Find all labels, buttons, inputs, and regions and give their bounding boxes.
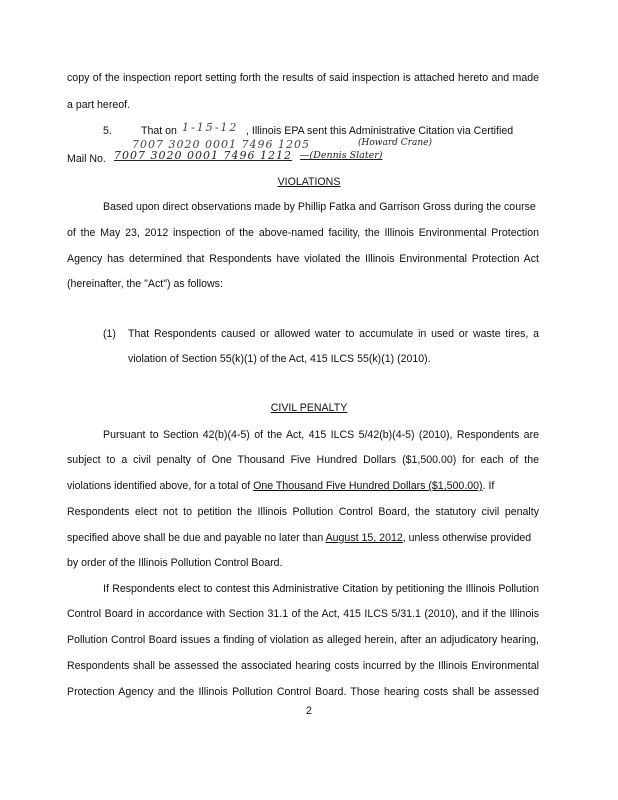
paragraph-line [67, 479, 539, 493]
paragraph-line: Control Board in accordance with Section 31.1 of the Act, 415 ILCS 5/31.1 (2010), and if the Illinois [67, 608, 539, 620]
handwritten-name: —(Dennis Slater) [300, 150, 383, 161]
paragraph-line: copy of the inspection report setting forth the results of said inspection is attached hereto and made [67, 72, 539, 84]
paragraph-line: Respondents elect not to petition the Illinois Pollution Control Board, the statutory civil penalty [67, 506, 539, 518]
civil-penalty-heading: CIVIL PENALTY [270, 402, 348, 414]
paragraph-number: 5. [103, 125, 112, 137]
list-item-number: (1) [103, 328, 116, 340]
paragraph-text: , unless otherwise provided [402, 532, 532, 544]
paragraph-text: That on [141, 125, 177, 137]
paragraph-text: . If [482, 480, 495, 492]
paragraph-line: of the May 23, 2012 inspection of the above-named facility, the Illinois Environmental Protection [67, 227, 539, 239]
paragraph-line: a part hereof. [67, 99, 131, 111]
mail-label: Mail No. [67, 153, 106, 165]
paragraph-text: specified above shall be due and payable no later than [67, 532, 324, 544]
violations-heading: VIOLATIONS [277, 176, 341, 188]
paragraph-line: Agency has determined that Respondents have violated the Illinois Environmental Protection Act [67, 253, 539, 265]
handwritten-mail-number: 7007 3020 0001 7496 1212 [114, 149, 292, 162]
handwritten-mail-number: 7007 3020 0001 7496 1205 [132, 138, 310, 151]
list-item-text: That Respondents caused or allowed water to accumulate in used or waste tires, a [128, 328, 539, 340]
list-item-text: violation of Section 55(k)(1) of the Act, 415 ILCS 55(k)(1) (2010). [128, 353, 431, 365]
paragraph-line: subject to a civil penalty of One Thousand Five Hundred Dollars ($1,500.00) for each of the [67, 454, 539, 466]
paragraph-line [67, 531, 531, 545]
due-date: August 15, 2012 [325, 532, 403, 544]
paragraph-line: If Respondents elect to contest this Administrative Citation by petitioning the Illinois Pollution [103, 583, 539, 595]
paragraph-line: (hereinafter, the "Act") as follows: [67, 278, 223, 290]
paragraph-line: Respondents shall be assessed the associated hearing costs incurred by the Illinois Environmental [67, 660, 539, 672]
paragraph-line: Protection Agency and the Illinois Pollution Control Board. Those hearing costs shall be assessed [67, 686, 539, 698]
handwritten-name: (Howard Crane) [358, 138, 432, 148]
underlined-amount: One Thousand Five Hundred Dollars ($1,500.00) [253, 480, 483, 492]
paragraph-line: Based upon direct observations made by Phillip Fatka and Garrison Gross during the course [103, 201, 536, 213]
paragraph-text: , Illinois EPA sent this Administrative Citation via Certified [246, 125, 514, 137]
paragraph-line: Pollution Control Board issues a finding of violation as alleged herein, after an adjudicatory hearing, [67, 634, 539, 646]
handwritten-date: 1-15-12 [182, 121, 239, 134]
page-number: 2 [306, 705, 312, 717]
paragraph-line: by order of the Illinois Pollution Control Board. [67, 557, 283, 569]
paragraph-line: Pursuant to Section 42(b)(4-5) of the Act, 415 ILCS 5/42(b)(4-5) (2010), Respondents are [103, 429, 539, 441]
paragraph-text: violations identified above, for a total of [67, 480, 251, 492]
